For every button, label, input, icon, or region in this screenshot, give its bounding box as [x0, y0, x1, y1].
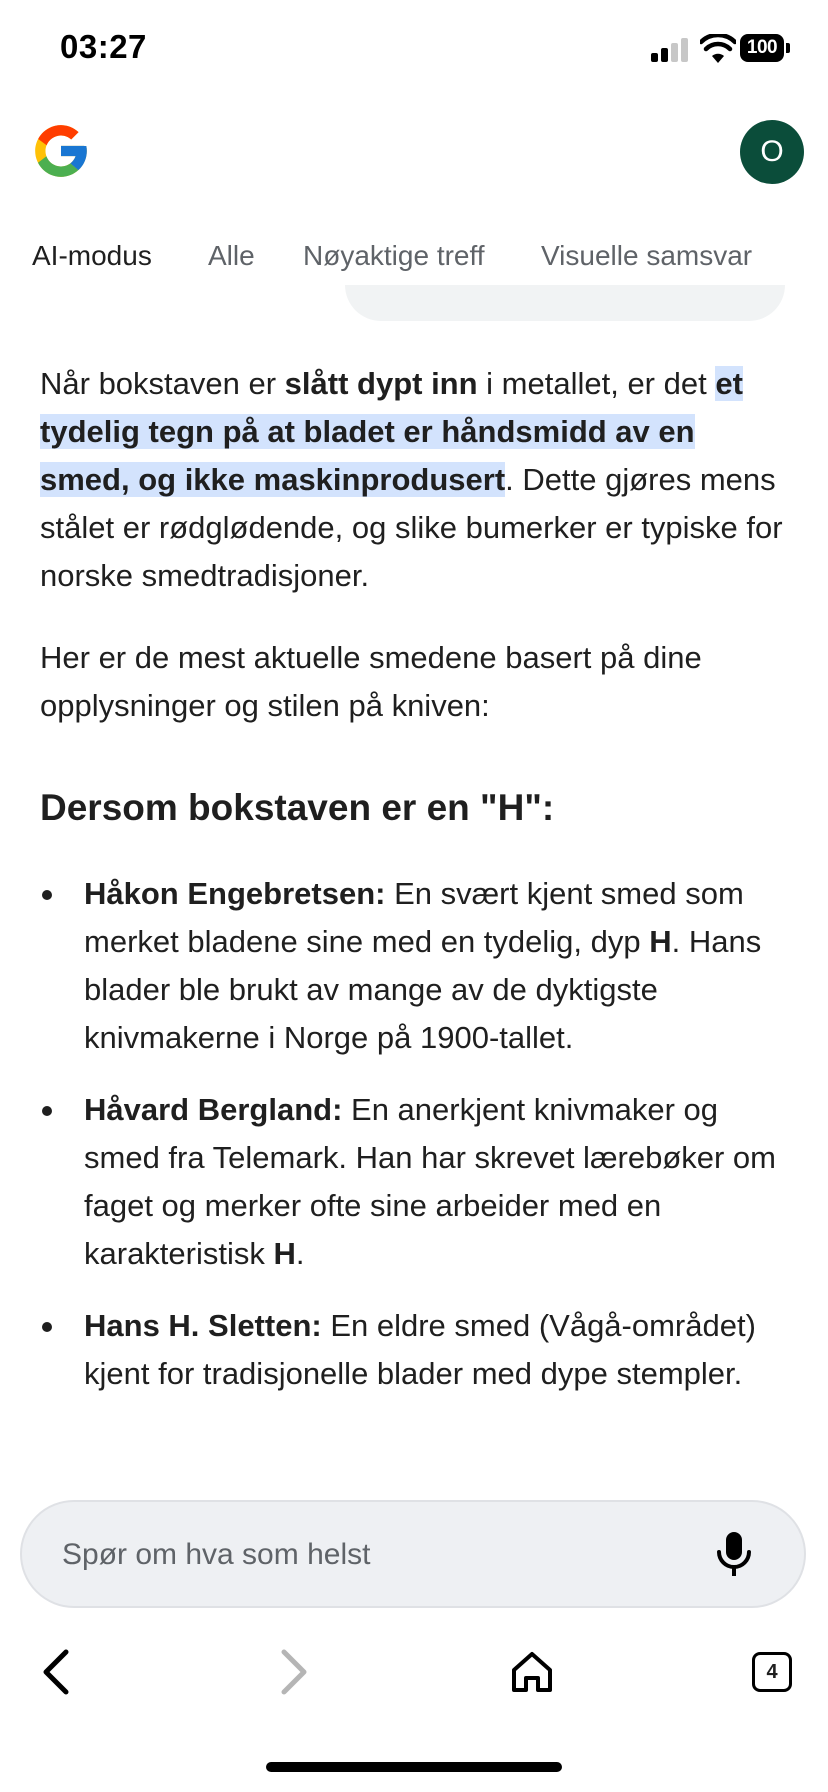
- tab-count-badge: 4: [752, 1652, 792, 1692]
- microphone-icon[interactable]: [714, 1530, 754, 1578]
- ask-input[interactable]: [20, 1500, 806, 1608]
- cellular-signal-icon: [651, 38, 691, 62]
- search-mode-tabs: [0, 232, 828, 282]
- tab-ai-mode[interactable]: AI-modus: [32, 240, 152, 271]
- chevron-left-icon: [40, 1648, 72, 1696]
- list-item: Håkon Engebretsen: En svært kjent smed som merket bladene sine med en tydelig, dyp H. Hans blader ble brukt av mange av de dyktigste knivmakerne i Norge på 1900-tallet.: [40, 870, 790, 1062]
- account-avatar[interactable]: O: [740, 120, 804, 184]
- smith-list: [40, 870, 790, 1422]
- back-button[interactable]: [24, 1640, 88, 1704]
- ask-input-placeholder: Spør om hva som helst: [62, 1538, 371, 1571]
- previous-query-bubble: [345, 285, 785, 321]
- browser-toolbar: [0, 1640, 828, 1740]
- tab-all[interactable]: Alle: [208, 240, 255, 271]
- wifi-icon: [700, 34, 736, 64]
- home-icon: [510, 1650, 554, 1694]
- google-logo-icon[interactable]: [30, 120, 92, 182]
- battery-level: 100: [740, 34, 784, 62]
- status-time: 03:27: [60, 28, 147, 65]
- answer-paragraph-1: Når bokstaven er slått dypt inn i metallet, er det et tydelig tegn på at bladet er håndsmidd av en smed, og ikke maskinprodusert. Dette gjøres mens stålet er rødglødende, og slike bumerker er typiske for norske smedtradisjoner.: [40, 366, 783, 593]
- section-heading: Dersom bokstaven er en "H":: [40, 787, 555, 828]
- highlighted-source-text[interactable]: et tydelig tegn på at bladet er håndsmidd av en smed, og ikke maskinprodusert: [40, 366, 743, 497]
- tabs-button[interactable]: [740, 1640, 804, 1704]
- forward-button[interactable]: [262, 1640, 326, 1704]
- status-bar: [0, 0, 828, 96]
- battery-icon: [740, 34, 790, 62]
- tab-visual-matches[interactable]: Visuelle samsvar: [541, 240, 753, 271]
- list-item: Hans H. Sletten: En eldre smed (Vågå-området) kjent for tradisjonelle blader med dype stempler.: [40, 1302, 790, 1398]
- chevron-right-icon: [278, 1648, 310, 1696]
- list-item: Håvard Bergland: En anerkjent knivmaker og smed fra Telemark. Han har skrevet lærebøker om faget og merker ofte sine arbeider med en karakteristisk H.: [40, 1086, 790, 1278]
- tab-exact-matches[interactable]: Nøyaktige treff: [303, 240, 485, 271]
- home-button[interactable]: [500, 1640, 564, 1704]
- home-indicator: [266, 1762, 562, 1772]
- answer-paragraph-2: Her er de mest aktuelle smedene basert på dine opplysninger og stilen på kniven:: [40, 640, 702, 723]
